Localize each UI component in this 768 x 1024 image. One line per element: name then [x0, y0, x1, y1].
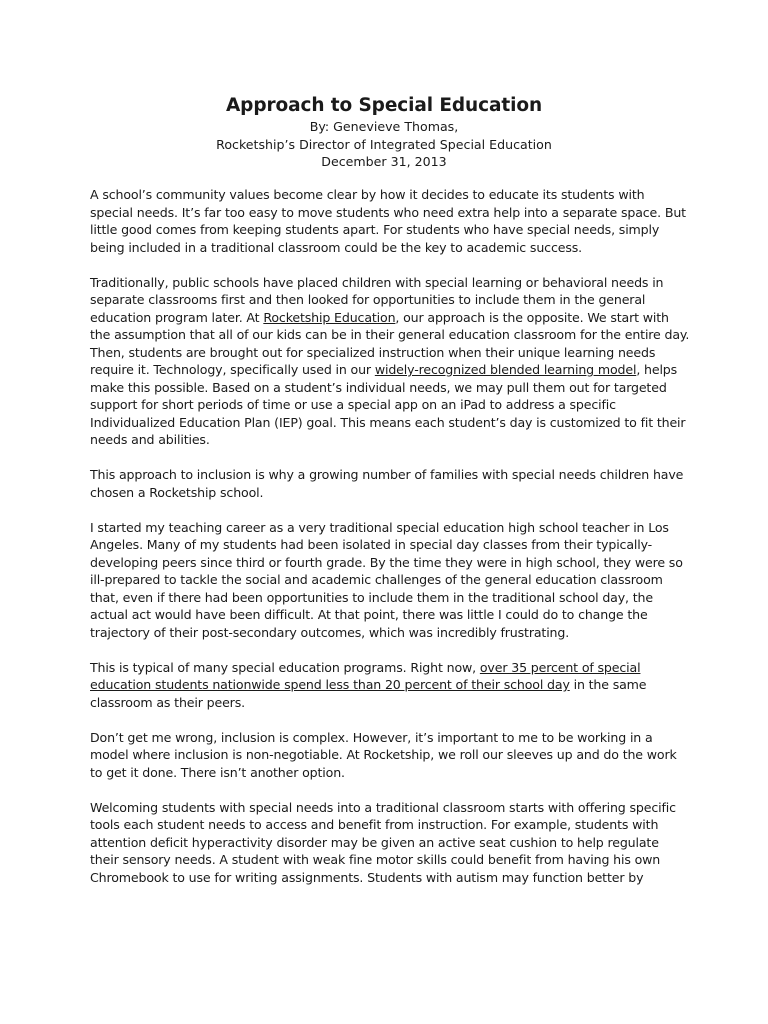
- paragraph-5-text-a: This is typical of many special education programs. Right now,: [90, 659, 480, 675]
- publish-date: December 31, 2013: [321, 154, 447, 169]
- paragraph-2-text-b: , our approach is the opposite. We start with the assumption that all of our kids can be in their general education classroom for the entire day. Then, students are brought out for specialized instruction when their unique learning needs require it. Technology, specifically used in our: [90, 309, 690, 377]
- paragraph-3: This approach to inclusion is why a growing number of families with special needs children have chosen a Rocketship school.: [90, 467, 684, 500]
- paragraph-5-text-b: in the same classroom as their peers.: [90, 677, 647, 710]
- page-title: Approach to Special Education: [225, 95, 543, 116]
- author-byline: By: Genevieve Thomas,: [309, 119, 459, 134]
- rocketship-education-link[interactable]: Rocketship Education: [263, 309, 396, 325]
- article-body: [90, 186, 690, 904]
- paragraph-4: I started my teaching career as a very traditional special education high school teacher in Los Angeles. Many of my students had been isolated in special day classes from their typically-developing peers since third or fourth grade. By the time they were in high school, they were so ill-prepared to tackle the social and academic challenges of the general education classroom that, even if there had been opportunities to include them in the traditional school day, the actual act would have been difficult. At that point, there was little I could do to change the trajectory of their post-secondary outcomes, which was incredibly frustrating.: [90, 519, 683, 640]
- paragraph-2: [90, 274, 690, 449]
- paragraph-5: [90, 659, 690, 712]
- paragraph-7: Welcoming students with special needs into a traditional classroom starts with offering specific tools each student needs to access and benefit from instruction. For example, students with attention deficit hyperactivity disorder may be given an active seat cushion to help regulate their sensory needs. A student with weak fine motor skills could benefit from having his own Chromebook to use for writing assignments. Students with autism may function better by: [90, 799, 676, 885]
- document-header: [0, 94, 768, 171]
- inclusion-statistics-link[interactable]: over 35 percent of special education students nationwide spend less than 20 percent of their school day: [90, 659, 641, 692]
- paragraph-2-text-a: Traditionally, public schools have placed children with special learning or behavioral needs in separate classrooms first and then looked for opportunities to include them in the general education program later. At: [90, 274, 664, 325]
- paragraph-1: A school’s community values become clear by how it decides to educate its students with special needs. It’s far too easy to move students who need extra help into a separate space. But little good comes from keeping students apart. For students who have special needs, simply being included in a traditional classroom could be the key to academic success.: [90, 187, 686, 255]
- blended-learning-model-link[interactable]: widely-recognized blended learning model: [374, 362, 637, 377]
- paragraph-2-text-c: , helps make this possible. Based on a student’s individual needs, we may pull them out for targeted support for short periods of time or use a special app on an iPad to address a specific Individualized Education Plan (IEP) goal. This means each student’s day is customized to fit their needs and abilities.: [90, 362, 686, 447]
- paragraph-6: Don’t get me wrong, inclusion is complex. However, it’s important to me to be working in a model where inclusion is non-negotiable. At Rocketship, we roll our sleeves up and do the work to get it done. There isn’t another option.: [90, 729, 677, 780]
- author-role: Rocketship’s Director of Integrated Special Education: [216, 136, 552, 152]
